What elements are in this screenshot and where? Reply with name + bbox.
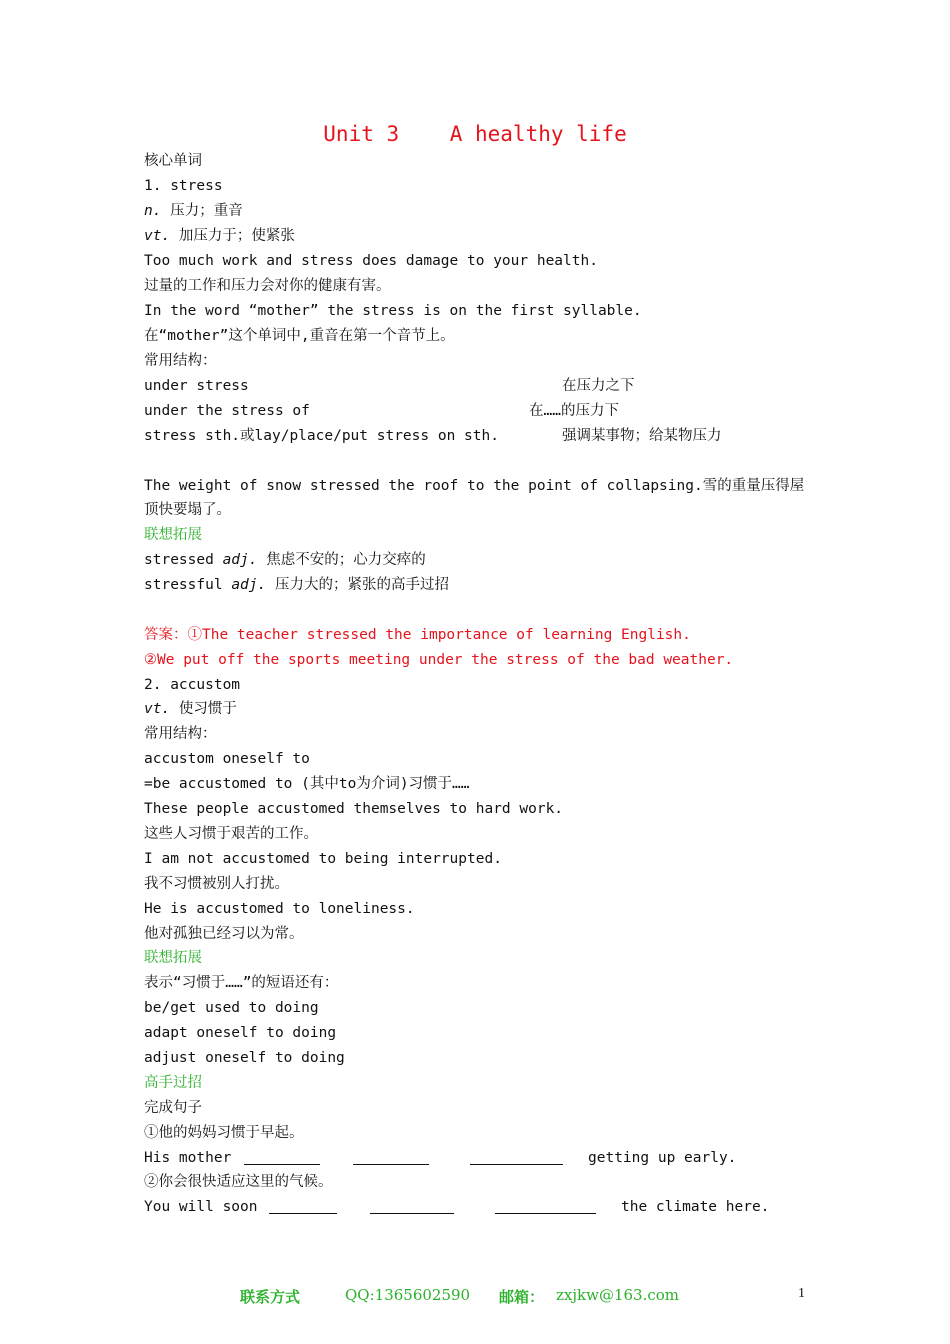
phrase-item: be/get used to doing [144,1000,319,1016]
answer-blank[interactable] [269,1199,337,1214]
example-en: I am not accustomed to being interrupted. [144,851,502,867]
association-item [144,575,449,595]
structure-cn: 在压力之下 [562,378,635,394]
example-cn: 这些人习惯于艰苦的工作。 [144,826,318,842]
association-heading: 联想拓展 [144,527,202,543]
structure-cn: 强调某事物；给某物压力 [562,428,722,444]
word: stressful [144,577,232,593]
question-start: You will soon [144,1199,258,1215]
word2-heading: 2. accustom [144,677,241,693]
definition: 压力；重音 [161,203,243,219]
word2-verb-line [144,699,237,719]
word1-verb-line [144,226,295,246]
pos-label: adj. [231,577,267,593]
answer-blank[interactable] [370,1199,454,1214]
word1-heading: 1. stress [144,178,223,194]
practice-intro: 完成句子 [144,1100,202,1116]
association-intro: 表示“习惯于……”的短语还有： [144,975,339,991]
question-cn: ②你会很快适应这里的气候。 [144,1174,333,1190]
example-cn: 过量的工作和压力会对你的健康有害。 [144,278,391,294]
definition: 使习惯于 [170,701,237,717]
structure-heading: 常用结构： [144,726,217,742]
page-title: Unit 3 A healthy life [323,122,627,146]
example-en: Too much work and stress does damage to your health. [144,253,598,269]
example-line: The weight of snow stressed the roof to the point of collapsing.雪的重量压得屋 [144,478,805,494]
practice-heading: 高手过招 [144,1075,202,1091]
core-words-heading: 核心单词 [144,153,202,169]
structure-heading: 常用结构： [144,353,217,369]
question-cn: ①他的妈妈习惯于早起。 [144,1125,304,1141]
example-cn: 我不习惯被别人打扰。 [144,876,289,892]
footer-email-label: 邮箱： [499,1288,545,1306]
structure-en: stress sth.或lay/place/put stress on sth. [144,428,499,444]
footer-email: zxjkw@163.com [556,1286,679,1304]
word: stressed [144,552,223,568]
structure-en: under the stress of [144,403,310,419]
word1-noun-line [144,201,243,221]
structure-line: =be accustomed to (其中to为介词)习惯于…… [144,776,470,792]
example-en: In the word “mother” the stress is on the first syllable. [144,303,642,319]
association-item [144,550,426,570]
example-en: He is accustomed to loneliness. [144,901,415,917]
association-heading: 联想拓展 [144,950,202,966]
answer-line: ②We put off the sports meeting under the stress of the bad weather. [144,652,734,668]
footer-qq: QQ:1365602590 [345,1286,471,1304]
answer-blank[interactable] [495,1199,596,1214]
pos-label: vt. [144,228,171,244]
example-line: 顶快要塌了。 [144,502,231,518]
question-end: getting up early. [588,1150,737,1166]
pos-label: n. [144,203,162,219]
question-start: His mother [144,1150,232,1166]
answer-blank[interactable] [244,1150,320,1165]
pos-label: adj. [222,552,258,568]
page-number: 1 [798,1286,805,1301]
structure-cn: 在……的压力下 [529,403,619,419]
phrase-item: adjust oneself to doing [144,1050,345,1066]
phrase-item: adapt oneself to doing [144,1025,337,1041]
answer-blank[interactable] [470,1150,563,1165]
structure-en: under stress [144,378,249,394]
footer-contact-label: 联系方式 [240,1288,301,1306]
question-end: the climate here. [621,1199,770,1215]
definition: 焦虑不安的；心力交瘁的 [257,552,426,568]
answer-line: 答案：①The teacher stressed the importance of learning English. [144,627,691,643]
example-en: These people accustomed themselves to hard work. [144,801,564,817]
example-cn: 在“mother”这个单词中,重音在第一个音节上。 [144,328,455,344]
answer-blank[interactable] [353,1150,429,1165]
example-cn: 他对孤独已经习以为常。 [144,926,304,942]
pos-label: vt. [144,701,171,717]
definition: 压力大的；紧张的高手过招 [266,577,449,593]
structure-line: accustom oneself to [144,751,310,767]
definition: 加压力于；使紧张 [170,228,295,244]
